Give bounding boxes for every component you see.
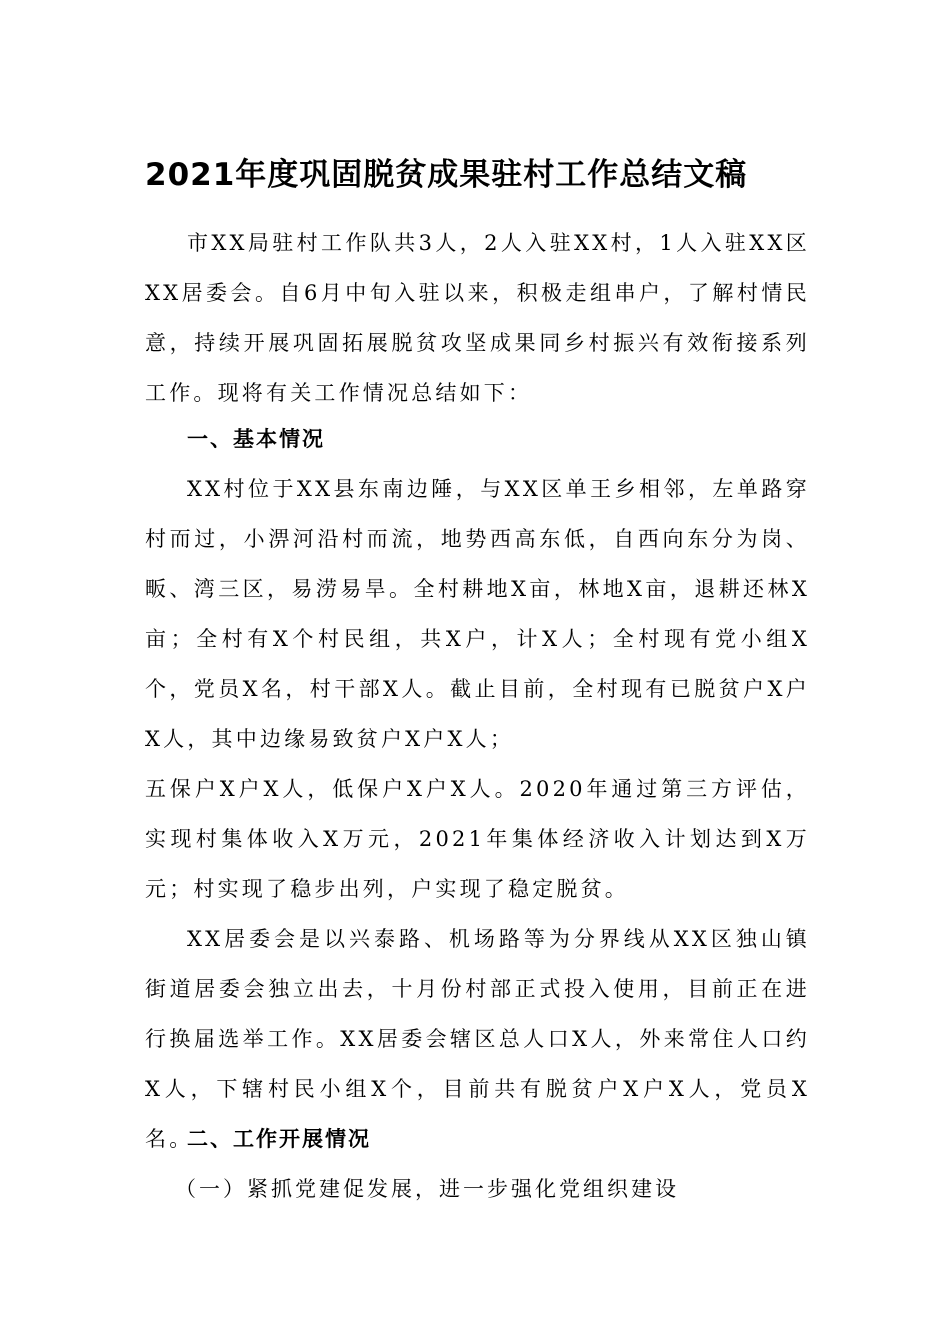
section-1-paragraph-3: XX居委会是以兴泰路、机场路等为分界线从XX区独山镇街道居委会独立出去，十月份村部正式投入使用，目前正在进行换届选举工作。XX居委会辖区总人口X人，外来常住人口约X人，下辖村民小组X个，目前共有脱贫户X户X人，党员X名。	[145, 927, 810, 1151]
document-title: 2021年度巩固脱贫成果驻村工作总结文稿	[145, 157, 748, 193]
intro-paragraph: 市XX局驻村工作队共3人，2人入驻XX村，1人入驻XX区XX居委会。自6月中旬入驻以来，积极走组串户，了解村情民意，持续开展巩固拓展脱贫攻坚成果同乡村振兴有效衔接系列工作。现将有关工作情况总结如下：	[145, 231, 810, 405]
section-1-paragraph-2: 五保户X户X人，低保户X户X人。2020年通过第三方评估，实现村集体收入X万元，2021年集体经济收入计划达到X万元；村实现了稳步出列，户实现了稳定脱贫。	[145, 777, 810, 901]
section-1-paragraph-1: XX村位于XX县东南边陲，与XX区单王乡相邻，左单路穿村而过，小淠河沿村而流，地势西高东低，自西向东分为岗、畈、湾三区，易涝易旱。全村耕地X亩，林地X亩，退耕还林X亩；全村有X个村民组，共X户，计X人；全村现有党小组X个，党员X名，村干部X人。截止目前，全村现有已脱贫户X户X人，其中边缘易致贫户X户X人；	[145, 477, 810, 751]
section-1-heading: 一、基本情况	[187, 427, 325, 451]
section-2-heading: 二、工作开展情况	[187, 1127, 371, 1151]
section-2-subheading-1: （一）紧抓党建促发展，进一步强化党组织建设	[175, 1177, 679, 1201]
